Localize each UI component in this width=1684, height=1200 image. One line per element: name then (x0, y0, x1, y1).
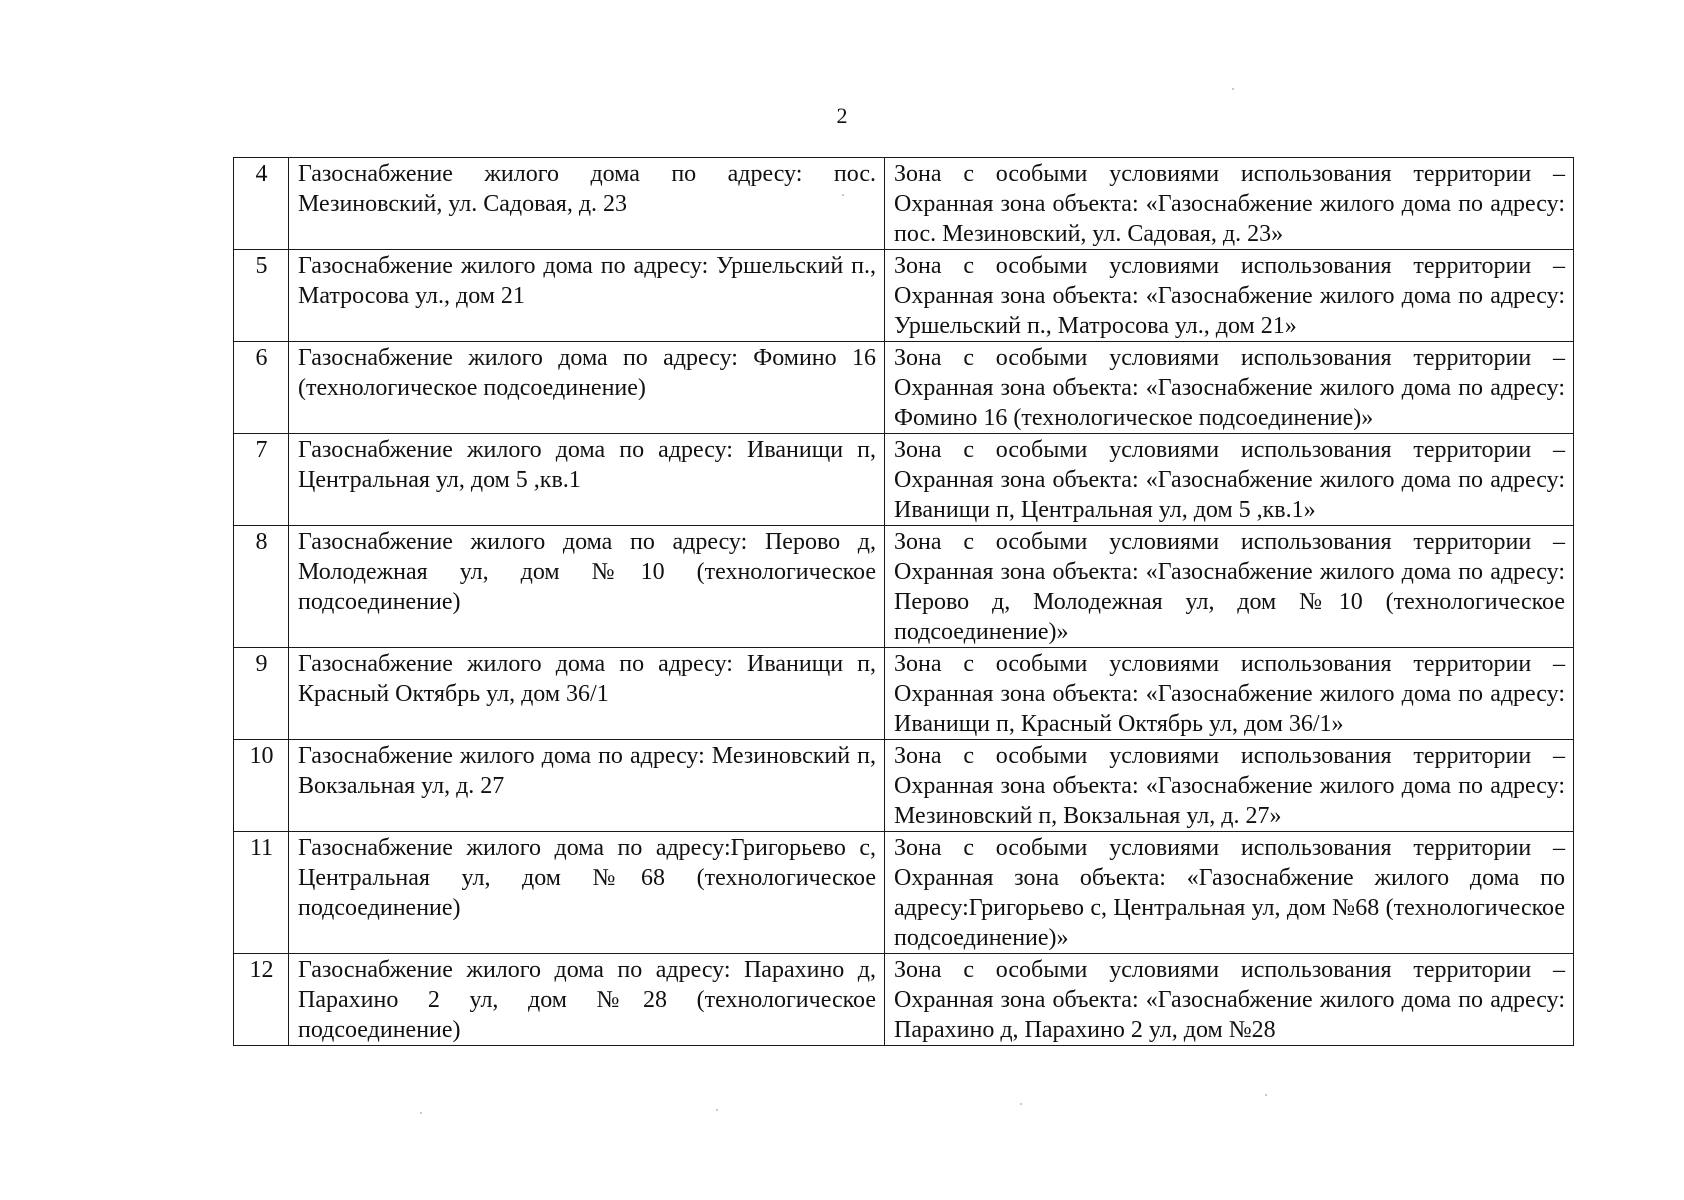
row-number: 12 (234, 954, 289, 1046)
table-row (234, 158, 1574, 250)
object-cell: Газоснабжение жилого дома по адресу: Иванищи п, Центральная ул, дом 5 ,кв.1 (289, 434, 885, 526)
table-row (234, 832, 1574, 954)
object-cell: Газоснабжение жилого дома по адресу: Парахино д, Парахино 2 ул, дом №28 (технологическое подсоединение) (289, 954, 885, 1046)
object-cell: Газоснабжение жилого дома по адресу:Григорьево с, Центральная ул, дом №68 (технологическое подсоединение) (289, 832, 885, 954)
zone-cell: Зона с особыми условиями использования территории – Охранная зона объекта: «Газоснабжение жилого дома по адресу: Иванищи п, Центральная ул, дом 5 ,кв.1» (885, 434, 1574, 526)
page-number: 2 (836, 103, 848, 128)
zone-cell: Зона с особыми условиями использования территории – Охранная зона объекта: «Газоснабжение жилого дома по адресу: Фомино 16 (технологическое подсоединение)» (885, 342, 1574, 434)
row-number: 5 (234, 250, 289, 342)
table-row (234, 526, 1574, 648)
row-number: 6 (234, 342, 289, 434)
row-number: 11 (234, 832, 289, 954)
scan-speck (842, 194, 844, 196)
row-number: 8 (234, 526, 289, 648)
table-row (234, 648, 1574, 740)
object-cell: Газоснабжение жилого дома по адресу: пос. Мезиновский, ул. Садовая, д. 23 (289, 158, 885, 250)
object-cell: Газоснабжение жилого дома по адресу: Уршельский п., Матросова ул., дом 21 (289, 250, 885, 342)
scan-speck (420, 1112, 422, 1114)
table-row (234, 434, 1574, 526)
zone-cell: Зона с особыми условиями использования территории – Охранная зона объекта: «Газоснабжение жилого дома по адресу: Иванищи п, Красный Октябрь ул, дом 36/1» (885, 648, 1574, 740)
object-cell: Газоснабжение жилого дома по адресу: Перово д, Молодежная ул, дом №10 (технологическое подсоединение) (289, 526, 885, 648)
zones-table (233, 157, 1574, 1046)
row-number: 4 (234, 158, 289, 250)
scan-speck (1232, 88, 1234, 90)
row-number: 10 (234, 740, 289, 832)
zone-cell: Зона с особыми условиями использования территории – Охранная зона объекта: «Газоснабжение жилого дома по адресу:Григорьево с, Центральная ул, дом №68 (технологическое подсоединение)» (885, 832, 1574, 954)
zone-cell: Зона с особыми условиями использования территории – Охранная зона объекта: «Газоснабжение жилого дома по адресу: Мезиновский п, Вокзальная ул, д. 27» (885, 740, 1574, 832)
zone-cell: Зона с особыми условиями использования территории – Охранная зона объекта: «Газоснабжение жилого дома по адресу: Перово д, Молодежная ул, дом №10 (технологическое подсоединение)» (885, 526, 1574, 648)
object-cell: Газоснабжение жилого дома по адресу: Фомино 16 (технологическое подсоединение) (289, 342, 885, 434)
zone-cell: Зона с особыми условиями использования территории – Охранная зона объекта: «Газоснабжение жилого дома по адресу: Уршельский п., Матросова ул., дом 21» (885, 250, 1574, 342)
table-row (234, 342, 1574, 434)
zone-cell: Зона с особыми условиями использования территории – Охранная зона объекта: «Газоснабжение жилого дома по адресу: пос. Мезиновский, ул. Садовая, д. 23» (885, 158, 1574, 250)
scan-speck (1020, 1103, 1022, 1105)
object-cell: Газоснабжение жилого дома по адресу: Иванищи п, Красный Октябрь ул, дом 36/1 (289, 648, 885, 740)
table-row (234, 954, 1574, 1046)
row-number: 7 (234, 434, 289, 526)
scan-speck (716, 1109, 718, 1111)
scan-speck (1265, 1094, 1267, 1096)
table-row (234, 250, 1574, 342)
zone-cell: Зона с особыми условиями использования территории – Охранная зона объекта: «Газоснабжение жилого дома по адресу: Парахино д, Парахино 2 ул, дом №28 (885, 954, 1574, 1046)
object-cell: Газоснабжение жилого дома по адресу: Мезиновский п, Вокзальная ул, д. 27 (289, 740, 885, 832)
table-row (234, 740, 1574, 832)
row-number: 9 (234, 648, 289, 740)
